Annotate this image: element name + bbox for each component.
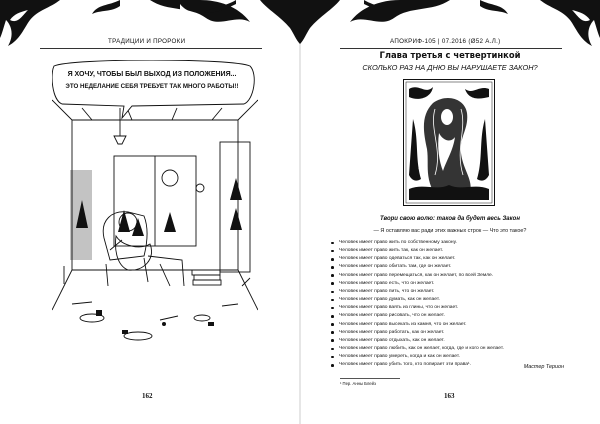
bullet-icon bbox=[331, 250, 334, 253]
rights-list-item bbox=[330, 239, 570, 247]
bullet-icon bbox=[331, 242, 334, 245]
page-number-left: 162 bbox=[142, 392, 153, 400]
rights-list-text: Человек имеет право обитать там, где он желает. bbox=[339, 264, 452, 270]
header-rule-left bbox=[40, 48, 262, 49]
rights-list-item bbox=[330, 345, 570, 353]
signature: Мастер Терион bbox=[523, 364, 564, 370]
right-page bbox=[300, 0, 600, 424]
rights-list-text: Человек имеет право пить, что он желает. bbox=[339, 288, 435, 294]
rights-list-item bbox=[330, 304, 570, 312]
intro-line: — Я оставляю вас ради этих важных строк — Что это такое? bbox=[373, 228, 527, 234]
rights-list-text: Человек имеет право перемещаться, как он желает, по всей Земле. bbox=[339, 272, 494, 278]
illustration-caption: Твори свою волю: таков да будет весь Закон bbox=[380, 216, 520, 222]
rights-list-item bbox=[330, 280, 570, 288]
rights-list-text: Человек имеет право высекать из камня, что он желает. bbox=[339, 321, 467, 327]
bullet-icon bbox=[331, 282, 334, 285]
rights-list-item bbox=[330, 255, 570, 263]
rights-list-text: Человек имеет право есть, что он желает. bbox=[339, 280, 435, 286]
bullet-icon bbox=[331, 315, 334, 318]
gothic-ornament-top-left bbox=[0, 0, 300, 60]
rights-list-text: Человек имеет право жить так, как он желает. bbox=[339, 248, 444, 254]
rights-list-item bbox=[330, 321, 570, 329]
rights-list-item bbox=[330, 288, 570, 296]
running-header-right: АПОКРИФ-105 | 07.2016 (Ø52 А.Л.) bbox=[390, 38, 501, 45]
chapter-subtitle: СКОЛЬКО РАЗ НА ДНЮ ВЫ НАРУШАЕТЕ ЗАКОН? bbox=[362, 63, 538, 72]
rights-list-item bbox=[330, 296, 570, 304]
rights-list-text: Человек имеет право любить, как он желает, когда, где и кого он желает. bbox=[339, 346, 504, 352]
bullet-icon bbox=[331, 331, 334, 334]
rights-list-item bbox=[330, 353, 570, 361]
bullet-icon bbox=[331, 258, 334, 261]
page-number-right: 163 bbox=[444, 392, 455, 400]
bullet-icon bbox=[331, 266, 334, 269]
rights-list bbox=[330, 239, 570, 370]
chapter-title: Глава третья с четвертинкой bbox=[379, 50, 521, 60]
rights-list-text: Человек имеет право рисовать, что он желает. bbox=[339, 313, 445, 319]
bullet-icon bbox=[331, 274, 334, 277]
bullet-icon bbox=[331, 364, 334, 367]
cartoon-illustration bbox=[52, 60, 258, 360]
footnote-rule bbox=[340, 378, 400, 379]
bullet-icon bbox=[331, 307, 334, 310]
rights-list-text: Человек имеет право умереть, когда и как он желает. bbox=[339, 354, 460, 360]
bullet-icon bbox=[331, 356, 334, 359]
footnote: ¹ Пер. Анны Блейз bbox=[340, 381, 376, 386]
speech-text-2: ЭТО НЕДЕЛАНИЕ СЕБЯ ТРЕБУЕТ ТАК МНОГО РАБОТЫ!! bbox=[65, 83, 239, 90]
rights-list-text: Человек имеет право убить того, кто попирает эти права¹. bbox=[339, 362, 471, 368]
rights-list-item bbox=[330, 337, 570, 345]
bullet-icon bbox=[331, 339, 334, 342]
rights-list-item bbox=[330, 312, 570, 320]
running-header-left: ТРАДИЦИИ И ПРОРОКИ bbox=[108, 38, 186, 45]
rights-list-text: Человек имеет право работать, как он желает. bbox=[339, 329, 445, 335]
bullet-icon bbox=[331, 291, 334, 294]
art-nouveau-illustration bbox=[403, 79, 495, 206]
rights-list-text: Человек имеет право думать, как он желает. bbox=[339, 297, 440, 303]
rights-list-item bbox=[330, 247, 570, 255]
rights-list-text: Человек имеет право жить по собственному закону. bbox=[339, 240, 457, 245]
bullet-icon bbox=[331, 348, 334, 351]
rights-list-text: Человек имеет право отдыхать, как он желает. bbox=[339, 337, 445, 343]
rights-list-text: Человек имеет право одеваться так, как он желает. bbox=[339, 256, 456, 262]
bullet-icon bbox=[331, 299, 334, 302]
rights-list-text: Человек имеет право ваять из глины, что он желает. bbox=[339, 305, 459, 311]
rights-list-item bbox=[330, 272, 570, 280]
rights-list-item bbox=[330, 263, 570, 271]
speech-text-1: Я ХОЧУ, ЧТОБЫ БЫЛ ВЫХОД ИЗ ПОЛОЖЕНИЯ... bbox=[67, 71, 237, 78]
bullet-icon bbox=[331, 323, 334, 326]
rights-list-item bbox=[330, 329, 570, 337]
header-rule-right bbox=[340, 48, 562, 49]
